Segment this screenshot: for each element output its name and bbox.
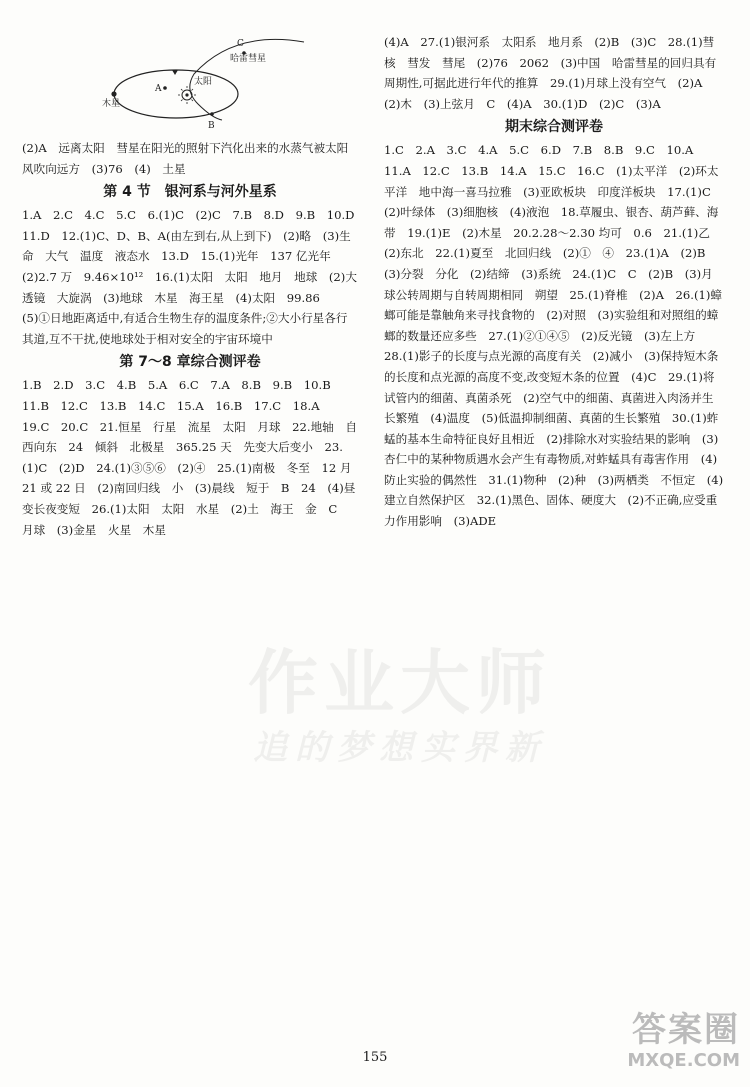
halley-comet-orbit-diagram [22,0,358,138]
right-answers-part-2: 1.C 2.A 3.C 4.A 5.C 6.D 7.B 8.B 9.C 10.A 11.A 12.C 13.B 14.A 15.C 16.C (1)太平洋 (2)环太平洋 地中海一喜马拉雅 (3)亚欧板块 印度洋板块 17.(1)C (2)叶绿体 (3)细胞核 (4)液泡 18.草履虫、银杏、葫芦藓、海带 19.(1)E (2)木星 20.2.28～2.30 均可 0.6 21.(1)乙 (2)东北 22.(1)夏至 北回归线 (2)① ④ 23.(1)A (2)B (3)分裂 分化 (2)结缔 (3)系统 24.(1)C C (2)B (3)月球公转周期与自转周期相同 朔望 25.(1)脊椎 (2)A 26.(1)蟑螂可能是靠触角来寻找食物的 (2)对照 (3)实验组和对照组的蟑螂的数量还应多些 27.(1)②①④⑤ (2)反光镜 (3)左上方 28.(1)影子的长度与点光源的高度有关 (2)减小 (3)保持短木条的长度和点光源的高度不变,改变短木条的位置 (4)C 29.(1)将试管内的细菌、真菌杀死 (2)空气中的细菌、真菌进入肉汤并生长繁殖 (4)温度 (5)低温抑制细菌、真菌的生长繁殖 30.(1)蚱蜢的基本生命特征良好且相近 (2)排除水对实验结果的影响 (3)杏仁中的某种物质遇水会产生有毒物质,对蚱蜢具有毒害作用 (4)防止实验的偶然性 31.(1)物种 (2)种 (3)两栖类 不恒定 (4)建立自然保护区 32.(1)黑色、固体、硬度大 (2)不正确,应受重力作用影响 (3)ADE [384,143,724,529]
right-column [384,32,724,532]
site-logo [612,1010,740,1072]
left-answers-part-3: 1.B 2.D 3.C 4.B 5.A 6.C 7.A 8.B 9.B 10.B 11.B 12.C 13.B 14.C 15.A 16.B 17.C 18.A 19.C 20.C 21.恒星 行星 流星 太阳 月球 22.地轴 自西向东 24 倾斜 北极星 365.25 天 先变大后变小 23.(1)C (2)D 24.(1)③⑤⑥ (2)④ 25.(1)南极 冬至 12 月 21 或 22 日 (2)南回归线 小 (3)晨线 短于 B 24 (4)昼变长夜变短 26.(1)太阳 太阳 水星 (2)土 海王 金 C 月球 (3)金星 火星 木星 [22,378,357,537]
orbit-diagram-svg [22,0,358,138]
logo-main-text: 答案圈 [632,1010,740,1050]
comet-label: 哈雷彗星 [230,54,267,64]
orbit-direction-arrow [172,70,178,75]
page-number: 155 [362,1050,388,1065]
section-heading-ch7-8-test: 第 7～8 章综合测评卷 [119,354,261,371]
sun-core [185,93,188,96]
watermark-title: 作业大师 [248,642,552,724]
watermark [220,640,580,770]
right-answers-part-1: (4)A 27.(1)银河系 太阳系 地月系 (2)B (3)C 28.(1)彗核 彗发 彗尾 (2)76 2062 (3)中国 哈雷彗星的回归具有周期性,可据此进行年代的推算 29.(1)月球上没有空气 (2)A (2)木 (3)上弦月 C (4)A 30.(1)D (2)C (3)A [384,35,717,111]
left-answers-part-1: (2)A 远离太阳 彗星在阳光的照射下汽化出来的水蒸气被太阳风吹向远方 (3)76 (4) 土星 [22,141,349,176]
watermark-subtitle: 追的梦想实界新 [253,728,547,768]
left-column [22,0,367,540]
point-c-label: C [237,39,244,49]
point-b-dot [210,112,214,116]
jupiter-orbit [114,70,238,118]
section-heading-galaxy: 第 4 节 银河系与河外星系 [103,184,277,201]
sun-label: 太阳 [194,77,213,87]
point-b-label: B [208,121,215,131]
point-a-label: A [155,84,162,94]
jupiter-dot [111,91,116,96]
logo-url-text: MXQE.COM [627,1050,740,1071]
point-a-dot [163,86,167,90]
left-answers-part-2: 1.A 2.C 4.C 5.C 6.(1)C (2)C 7.B 8.D 9.B 10.D 11.D 12.(1)C、D、B、A(由左到右,从上到下) (2)略 (3)生命 大气 温度 液态水 13.D 15.(1)光年 137 亿光年 (2)2.7 万 9.46×10¹² 16.(1)太阳 太阳 地月 地球 (2)大透镜 大旋涡 (3)地球 木星 海王星 (4)太阳 99.86 (5)①日地距离适中,有适合生物生存的温度条件;②大小行星各行其道,互不干扰,使地球处于相对安全的宇宙环境中 [22,208,367,346]
section-heading-final-test: 期末综合测评卷 [505,119,603,136]
jupiter-label: 木星 [102,99,121,109]
